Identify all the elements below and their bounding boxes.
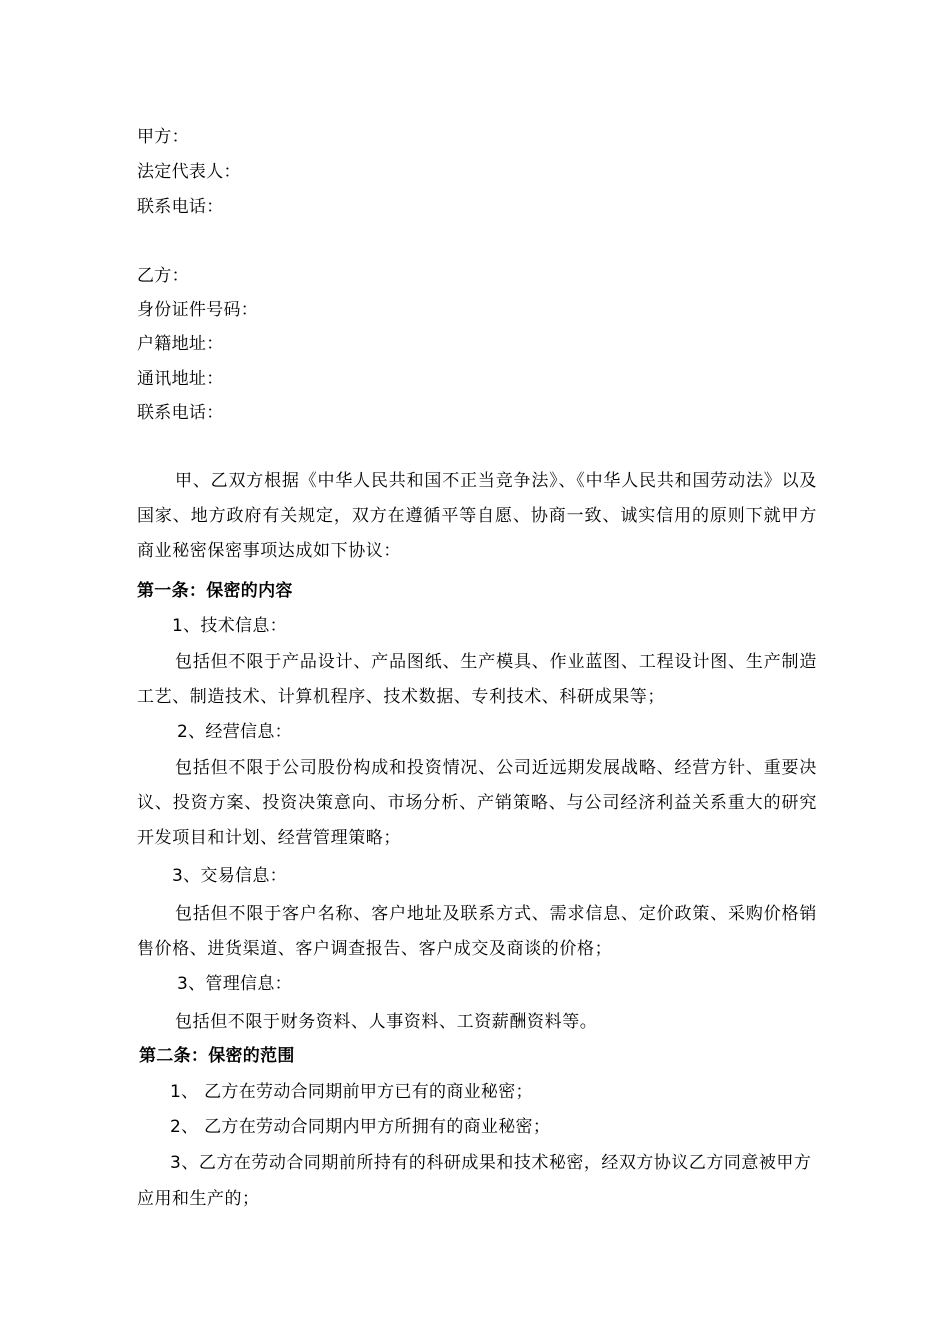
article1-item4-title: 3、管理信息：: [177, 974, 292, 994]
party-b-id-number: 身份证件号码：: [137, 300, 259, 320]
party-a-label: 甲方：: [137, 127, 189, 147]
intro-paragraph: 甲、乙双方根据《中华人民共和国不正当竞争法》、《中华人民共和国劳动法》以及国家、地方政府有关规定，双方在遵循平等自愿、协商一致、诚实信用的原则下就甲方商业秘密保密事项达成如下协议：: [137, 471, 817, 561]
article2-item2: 2、 乙方在劳动合同期内甲方所拥有的商业秘密；: [170, 1117, 551, 1137]
party-a-phone: 联系电话：: [137, 197, 224, 217]
party-b-label: 乙方：: [137, 266, 189, 286]
article1-item4-body: 包括但不限于财务资料、人事资料、工资薪酬资料等。: [175, 1012, 598, 1032]
article1-item2-title: 2、经营信息：: [177, 722, 292, 742]
article1-item1-title: 1、技术信息：: [172, 616, 287, 636]
party-b-mailing-address: 通讯地址：: [137, 369, 224, 389]
article1-item1-body: 包括但不限于产品设计、产品图纸、生产模具、作业蓝图、工程设计图、生产制造工艺、制造技术、计算机程序、技术数据、专利技术、科研成果等；: [137, 652, 817, 707]
article1-heading: 第一条：保密的内容: [137, 581, 293, 601]
article1-item3-title: 3、交易信息：: [172, 866, 287, 886]
party-b-phone: 联系电话：: [137, 403, 224, 423]
article1-item3-body: 包括但不限于客户名称、客户地址及联系方式、需求信息、定价政策、采购价格销售价格、进货渠道、客户调查报告、客户成交及商谈的价格；: [137, 904, 817, 959]
article1-item2-body: 包括但不限于公司股份构成和投资情况、公司近远期发展战略、经营方针、重要决议、投资方案、投资决策意向、市场分析、产销策略、与公司经济利益关系重大的研究开发项目和计划、经营管理策略；: [137, 758, 817, 848]
article2-item1: 1、 乙方在劳动合同期前甲方已有的商业秘密；: [170, 1082, 533, 1102]
article2-item3: 3、乙方在劳动合同期前所持有的科研成果和技术秘密，经双方协议乙方同意被甲方应用和生产的；: [137, 1153, 812, 1209]
party-b-household-address: 户籍地址：: [137, 334, 224, 354]
article2-heading: 第二条：保密的范围: [139, 1046, 295, 1066]
party-a-legal-rep: 法定代表人：: [137, 162, 241, 182]
